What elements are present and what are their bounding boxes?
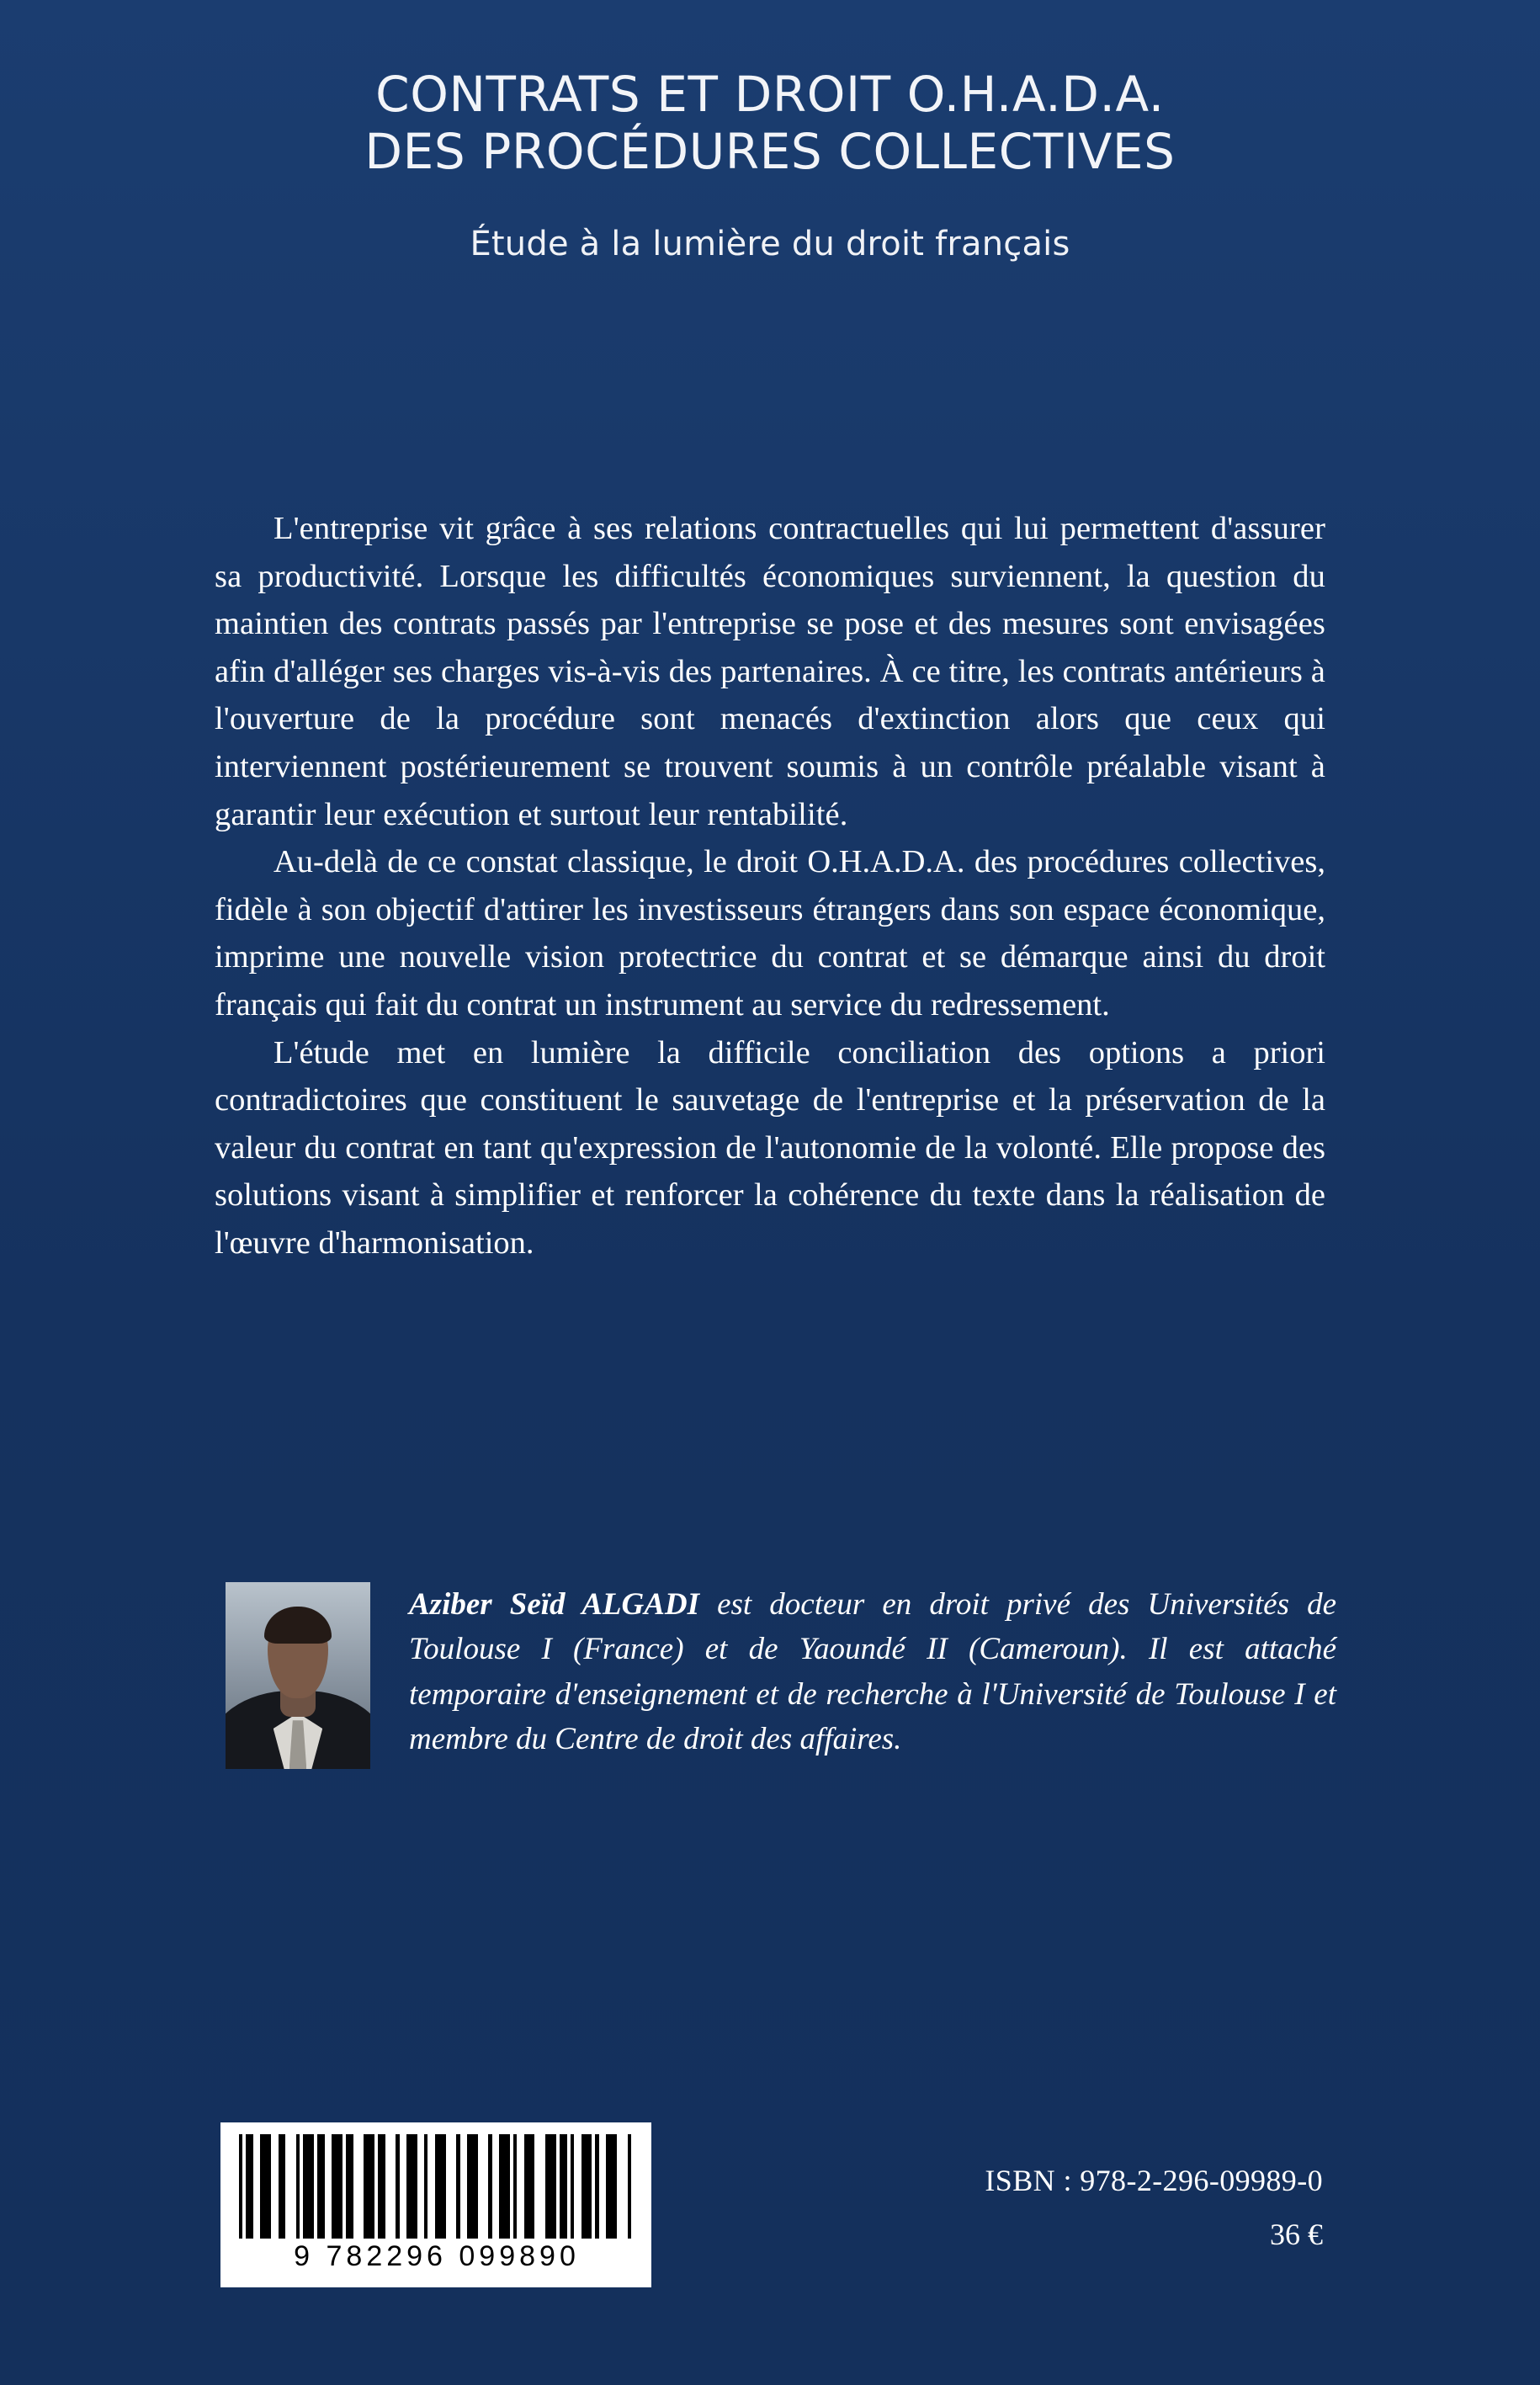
barcode-bars — [239, 2134, 635, 2239]
book-title-line-1: CONTRATS ET DROIT O.H.A.D.A. — [375, 66, 1165, 123]
isbn-text: ISBN : 978-2-296-09989-0 — [985, 2164, 1323, 2197]
author-bio — [409, 1582, 1336, 1761]
blurb-paragraph-3: L'étude met en lumière la difficile conciliation des options a priori contradictoires que constituent le sauvetage de l'entreprise et la préservation de la valeur du contrat en tant qu'expression de l'autonomie de la volonté. Elle propose des solutions visant à simplifier et renforcer la cohérence du texte dans la réalisation de l'œuvre d'harmonisation. — [215, 1034, 1325, 1261]
barcode-digits: 9 782296 099890 — [294, 2240, 580, 2272]
author-block — [226, 1582, 1336, 1769]
author-name: Aziber Seïd ALGADI — [409, 1587, 700, 1622]
book-subtitle: Étude à la lumière du droit français — [470, 224, 1070, 263]
isbn-block — [985, 2163, 1323, 2252]
blurb-text — [215, 505, 1325, 1267]
book-title-line-2: DES PROCÉDURES COLLECTIVES — [364, 123, 1176, 181]
author-bio-text: est docteur en droit privé des Universités de Toulouse I (France) et de Yaoundé II (Cameroun). Il est attaché temporaire d'enseignement et de recherche à l'Université de Toulouse I et membre du Centre de droit des affaires. — [409, 1587, 1336, 1756]
barcode — [220, 2122, 651, 2287]
price-text: 36 € — [1270, 2218, 1323, 2251]
blurb-paragraph-1: L'entreprise vit grâce à ses relations contractuelles qui lui permettent d'assurer sa productivité. Lorsque les difficultés économiques surviennent, la question du maintien des contrats passés par l'entreprise se pose et des mesures sont envisagées afin d'alléger ses charges vis-à-vis des partenaires. À ce titre, les contrats antérieurs à l'ouverture de la procédure sont menacés d'extinction alors que ceux qui interviennent postérieurement se trouvent soumis à un contrôle préalable visant à garantir leur exécution et surtout leur rentabilité. — [215, 511, 1325, 832]
title-block — [0, 66, 1540, 263]
author-portrait-photo — [226, 1582, 370, 1769]
blurb-paragraph-2: Au-delà de ce constat classique, le droit O.H.A.D.A. des procédures collectives, fidèle à son objectif d'attirer les investisseurs étrangers dans son espace économique, imprime une nouvelle vision protectrice du contrat et se démarque ainsi du droit français qui fait du contrat un instrument au service du redressement. — [215, 844, 1325, 1023]
